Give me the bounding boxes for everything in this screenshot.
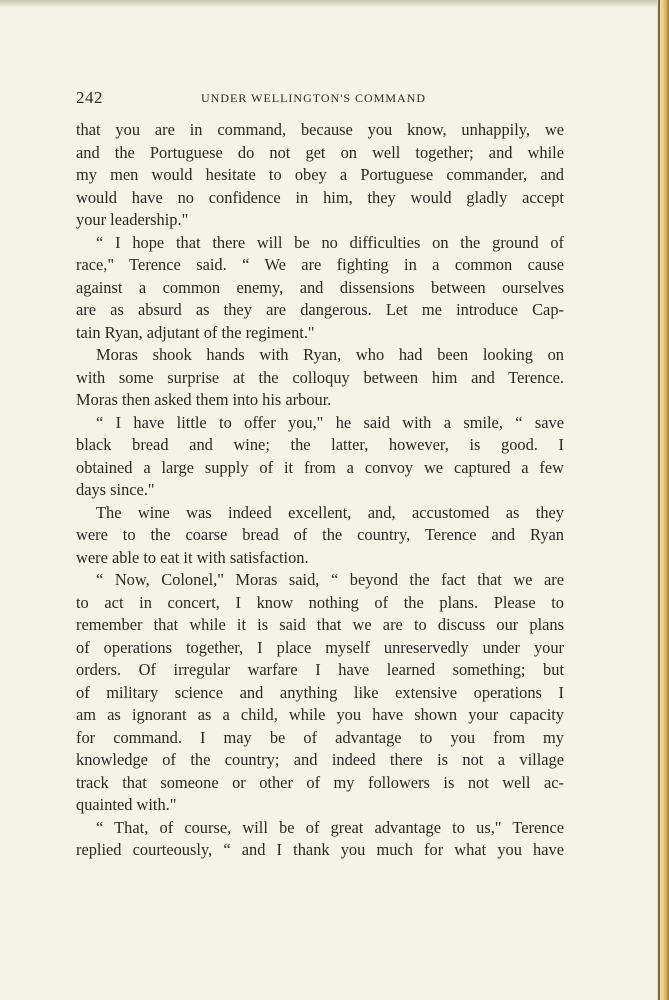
body-text [76,119,564,862]
body-line: “ I have little to offer you," he said with a smile, “ save [96,412,564,432]
body-line: track that someone or other of my followers is not well ac- [76,772,564,792]
body-line: days since." [76,480,155,499]
body-line: remember that while it is said that we are to discuss our plans [76,615,564,634]
body-line: am as ignorant as a child, while you have shown your capacity [76,705,564,724]
page-number: 242 [76,88,103,107]
body-line: of military science and anything like extensive operations I [76,682,564,702]
body-line: knowledge of the country; and indeed there is not a village [76,750,564,769]
body-line: tain Ryan, adjutant of the regiment." [76,322,315,342]
body-line: “ I hope that there will be no difficulties on the ground of [96,232,564,252]
body-line: orders. Of irregular warfare I have learned something; but [76,660,564,679]
body-line: black bread and wine; the latter, however, is good. I [76,435,564,454]
body-line: were to the coarse bread of the country, Terence and Ryan [76,525,564,544]
body-line: for command. I may be of advantage to you from my [76,727,564,747]
body-line: are as absurd as they are dangerous. Let me introduce Cap- [76,300,564,319]
body-line: race," Terence said. “ We are fighting in a common cause [76,255,564,274]
body-line: Moras then asked them into his arbour. [76,390,332,409]
body-line: of operations together, I place myself unreservedly under your [76,637,564,657]
body-line: and the Portuguese do not get on well together; and while [76,142,564,162]
body-line: to act in concert, I know nothing of the plans. Please to [76,592,564,612]
running-head [76,88,566,110]
body-line: “ Now, Colonel," Moras said, “ beyond the fact that we are [96,570,564,589]
body-line: replied courteously, “ and I thank you much for what you have [76,840,564,859]
running-head-title: UNDER WELLINGTON'S COMMAND [201,91,427,105]
body-line: quainted with." [76,795,177,814]
page-edge-line [658,0,660,1000]
body-line: against a common enemy, and dissensions between ourselves [76,277,564,297]
body-line: obtained a large supply of it from a convoy we captured a few [76,457,564,477]
body-line: were able to eat it with satisfaction. [76,547,309,567]
body-line: would have no confidence in him, they would gladly accept [76,187,564,207]
page-top-shadow [0,0,669,8]
body-line: Moras shook hands with Ryan, who had been looking on [96,345,564,364]
body-line: with some surprise at the colloquy between him and Terence. [76,367,564,387]
body-line: your leadership." [76,210,189,229]
body-line: my men would hesitate to obey a Portuguese commander, and [76,165,564,184]
body-line: that you are in command, because you know, unhappily, we [76,120,564,139]
body-line: “ That, of course, will be of great advantage to us," Terence [96,817,564,837]
body-line: The wine was indeed excellent, and, accustomed as they [96,502,564,522]
